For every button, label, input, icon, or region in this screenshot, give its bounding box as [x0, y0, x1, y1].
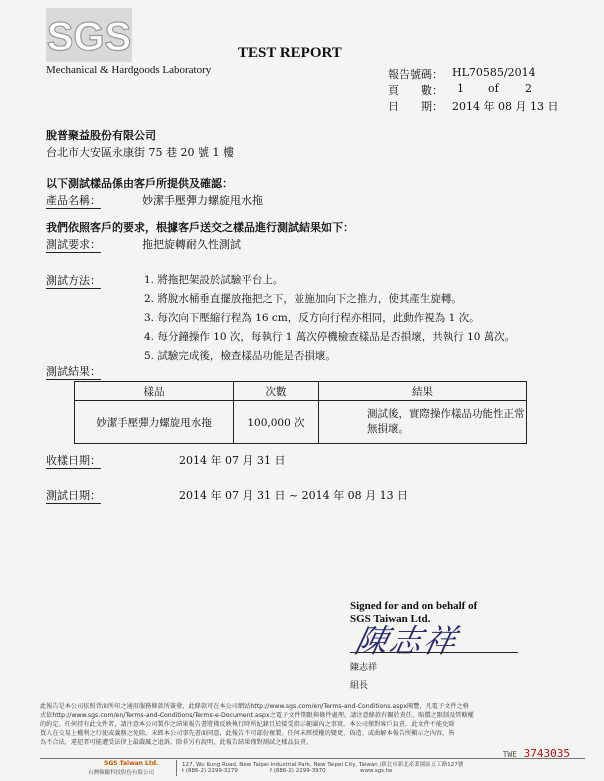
disclaimer-line: 此報告是本公司依照背面所印之通用服務條款所簽發，此條款可在本公司網站http://www.sgs.com/en/Terms-and-Conditions.aspx閱覽，凡電子文件之格	[40, 703, 469, 710]
method-step: 2. 將脫水桶垂直擺放拖把之下，並施加向下之推力，使其產生旋轉。	[144, 293, 462, 305]
handwritten-signature: 陳志祥	[351, 622, 462, 660]
report-title: TEST REPORT	[238, 45, 342, 61]
disclaimer-line: 的約定。任何持有此文件者，請注意本公司製作之結果報告書將僅反映執行時所紀錄且於接受指示範圍內之事實。本公司僅對客戶負責，此文件不能免除	[40, 721, 455, 728]
test-request-label: 測試要求：	[46, 238, 101, 251]
signatory-name: 陳志祥	[350, 663, 378, 673]
signature-line	[350, 652, 518, 653]
footer-address: 127, Wu Kung Road, New Taipei Industrial Park, New Taipei City, Taiwan /新北市新北產業園區五工路127號	[182, 762, 464, 768]
header-count: 次數	[234, 382, 319, 401]
product-name: 妙潔手壓彈力螺旋甩水拖	[142, 194, 263, 207]
method-step: 1. 將拖把架設於試驗平台上。	[144, 274, 284, 286]
header-result: 結果	[319, 382, 527, 401]
report-date: 2014 年 08 月 13 日	[452, 100, 559, 113]
footer-company: SGS Taiwan Ltd.	[104, 760, 159, 767]
result-count: 100,000 次	[234, 401, 319, 444]
disclaimer-line: 為不合法，違犯者可能遭受法律上最嚴厲之追訴。除非另有說明，此報告結果僅對測試之樣品負責。	[40, 739, 313, 746]
signed-for-text: Signed for and on behalf of	[350, 600, 478, 612]
lab-name: Mechanical & Hardgoods Laboratory	[46, 64, 212, 76]
test-results-label: 測試結果：	[46, 365, 101, 378]
footer-fax: f (886-2) 2299-3970	[270, 768, 326, 774]
report-number-label: 報告號碼：	[388, 68, 443, 81]
result-line: 無損壞。	[367, 423, 409, 435]
table-row	[75, 401, 527, 444]
page-of: of	[488, 82, 499, 95]
footer-company-cn: 台灣檢驗科技股份有限公司	[88, 770, 155, 776]
result-sample: 妙潔手壓彈力螺旋甩水拖	[75, 401, 234, 444]
client-address: 台北市大安區永康街 75 巷 20 號 1 樓	[46, 146, 234, 159]
sample-intro: 以下測試樣品係由客戶所提供及確認：	[46, 177, 233, 190]
disclaimer-line: 式依http://www.sgs.com/en/Terms-and-Conditions/Terms-e-Document.aspx之電子文件期限與條件處理。請注意條款有關於責任、賠償之限制及管轄權	[40, 712, 474, 719]
receive-date: 2014 年 07 月 31 日	[179, 454, 286, 467]
request-intro: 我們依照客戶的要求，根據客戶送交之樣品進行測試結果如下：	[46, 221, 354, 234]
receive-date-label: 收樣日期：	[46, 454, 101, 467]
sgs-logo-text: SGS	[46, 15, 132, 59]
method-step: 5. 試驗完成後，檢查樣品功能是否損壞。	[144, 350, 336, 362]
disclaimer-line: 買人在交易上權利之行使或義務之免除。未經本公司事先書面同意，此報告不可部份複製。任何未經授權的變更、偽造、或曲解本報告所顯示之內容，皆	[40, 730, 455, 737]
signed-company: SGS Taiwan Ltd.	[350, 613, 431, 625]
serial-value: 3743035	[523, 747, 570, 760]
method-step: 4. 每分鐘操作 10 次，每執行 1 萬次停機檢查樣品是否損壞，共執行 10 萬次。	[144, 331, 516, 343]
product-name-label: 產品名稱：	[46, 194, 101, 207]
signatory-title: 組長	[350, 681, 369, 691]
test-method-label: 測試方法：	[46, 274, 101, 287]
result-text	[319, 401, 527, 444]
sgs-logo	[46, 8, 132, 62]
serial-prefix: TWE	[502, 750, 518, 759]
table-header-row	[75, 382, 527, 401]
result-line: 測試後，實際操作樣品功能性正常	[367, 408, 525, 420]
test-date: 2014 年 07 月 31 日 ~ 2014 年 08 月 13 日	[179, 489, 409, 502]
page-label: 頁 數：	[388, 84, 443, 97]
footer-website: www.sgs.tw	[360, 768, 393, 774]
test-date-label: 測試日期：	[46, 489, 101, 502]
client-name: 脫普聚益股份有限公司	[46, 129, 156, 142]
report-number: HL70585/2014	[452, 66, 536, 79]
page-total: 2	[525, 82, 532, 95]
test-request: 拖把旋轉耐久性測試	[142, 238, 241, 251]
footer-divider	[176, 760, 177, 776]
header-sample: 樣品	[75, 382, 234, 401]
method-step: 3. 每次向下壓縮行程為 16 cm，反方向行程亦相同，此動作視為 1 次。	[144, 312, 480, 324]
footer-phone: t (886-2) 2299-3279	[182, 768, 238, 774]
page-current: 1	[457, 82, 464, 95]
results-table	[74, 381, 527, 444]
date-label: 日 期：	[388, 100, 443, 113]
